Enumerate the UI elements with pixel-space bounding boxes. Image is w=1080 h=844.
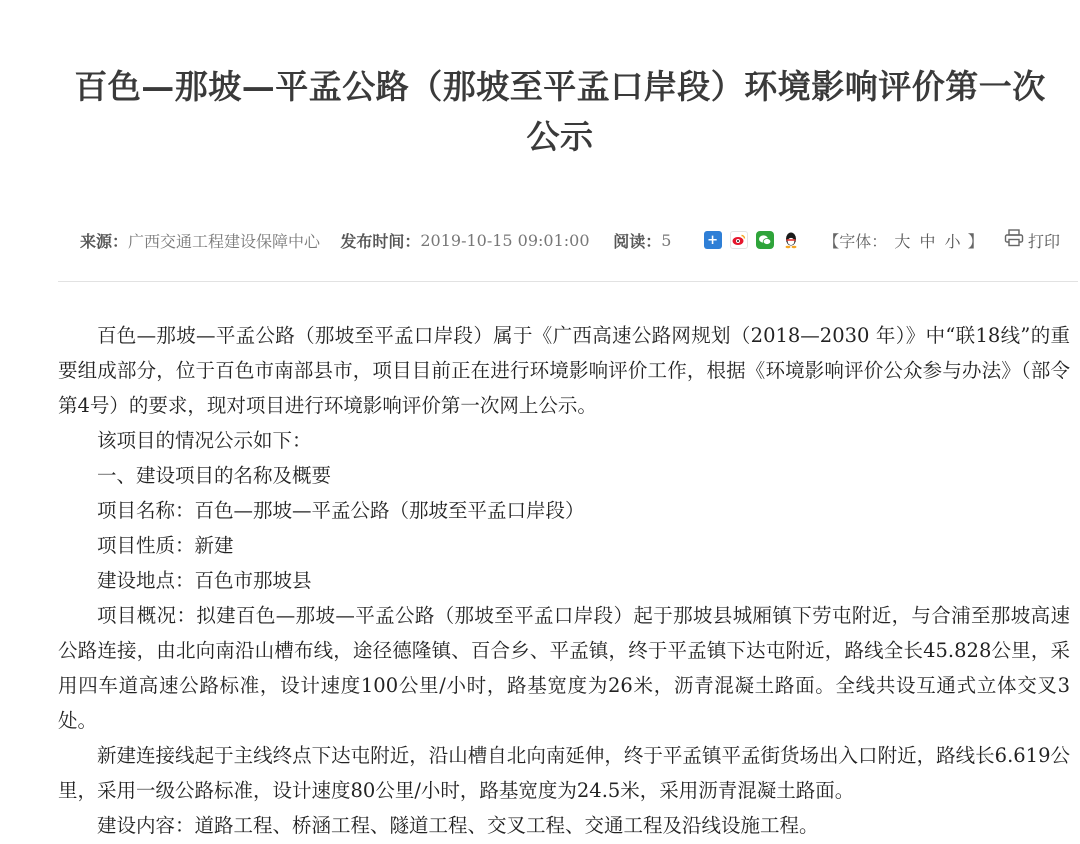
article-meta-bar — [80, 226, 1060, 254]
project-nature: 项目性质：新建 — [97, 534, 234, 557]
share-buttons — [704, 231, 800, 249]
font-size-prefix: 【字体： — [823, 231, 888, 251]
article-title: 百色—那坡—平孟公路（那坡至平孟口岸段）环境影响评价第一次公示 — [74, 67, 1046, 156]
section-heading: 一、建设项目的名称及概要 — [97, 464, 332, 487]
project-summary: 项目概况：拟建百色—那坡—平孟公路（那坡至平孟口岸段）起于那坡县城厢镇下劳屯附近，与合浦至那坡高速公路连接，由北向南沿山槽布线，途径德隆镇、百合乡、平孟镇，终于平孟镇下达屯附近，路线全长45.828公里，采用四车道高速公路标准，设计速度100公里/小时，路基宽度为26米，沥青混凝土路面。全线共设互通式立体交叉3处。 — [58, 604, 1070, 732]
printer-icon — [1004, 229, 1024, 251]
font-large-button[interactable]: 大 — [894, 231, 911, 251]
font-small-button[interactable]: 小 — [944, 231, 961, 251]
wechat-icon[interactable] — [756, 231, 774, 249]
weibo-icon[interactable] — [730, 231, 748, 249]
header-divider — [58, 281, 1078, 282]
print-button[interactable] — [1004, 229, 1060, 252]
source-label: 来源： — [80, 231, 129, 251]
paragraph-overview-intro: 该项目的情况公示如下： — [97, 429, 312, 452]
font-medium-button[interactable]: 中 — [919, 231, 936, 251]
font-size-suffix: 】 — [967, 231, 984, 251]
plus-share-icon[interactable]: + — [704, 231, 722, 249]
project-location: 建设地点：百色市那坡县 — [97, 569, 312, 592]
connector-line-summary: 新建连接线起于主线终点下达屯附近，沿山槽自北向南延伸，终于平孟镇平孟街货场出入口附近，路线长6.619公里，采用一级公路标准，设计速度80公里/小时，路基宽度为24.5米，采用沥青混凝土路面。 — [58, 744, 1070, 802]
paragraph-intro: 百色—那坡—平孟公路（那坡至平孟口岸段）属于《广西高速公路网规划（2018—2030 年）》中“联18线”的重要组成部分，位于百色市南部县市，项目目前正在进行环境影响评价工作，根据《环境影响评价公众参与办法》（部令第4号）的要求，现对项目进行环境影响评价第一次网上公示。 — [58, 324, 1070, 417]
print-label: 打印 — [1027, 231, 1060, 251]
publish-time-value: 2019-10-15 09:01:00 — [420, 230, 590, 250]
article-body — [58, 318, 1070, 843]
project-name: 项目名称：百色—那坡—平孟公路（那坡至平孟口岸段） — [97, 499, 585, 522]
reads-label: 阅读： — [613, 231, 662, 251]
construction-content: 建设内容：道路工程、桥涵工程、隧道工程、交叉工程、交通工程及沿线设施工程。 — [97, 814, 819, 837]
source-value: 广西交通工程建设保障中心 — [128, 231, 321, 251]
reads-count: 5 — [661, 230, 672, 250]
qq-icon[interactable] — [782, 231, 800, 249]
publish-time-label: 发布时间： — [340, 231, 421, 251]
font-size-switcher — [823, 229, 983, 252]
